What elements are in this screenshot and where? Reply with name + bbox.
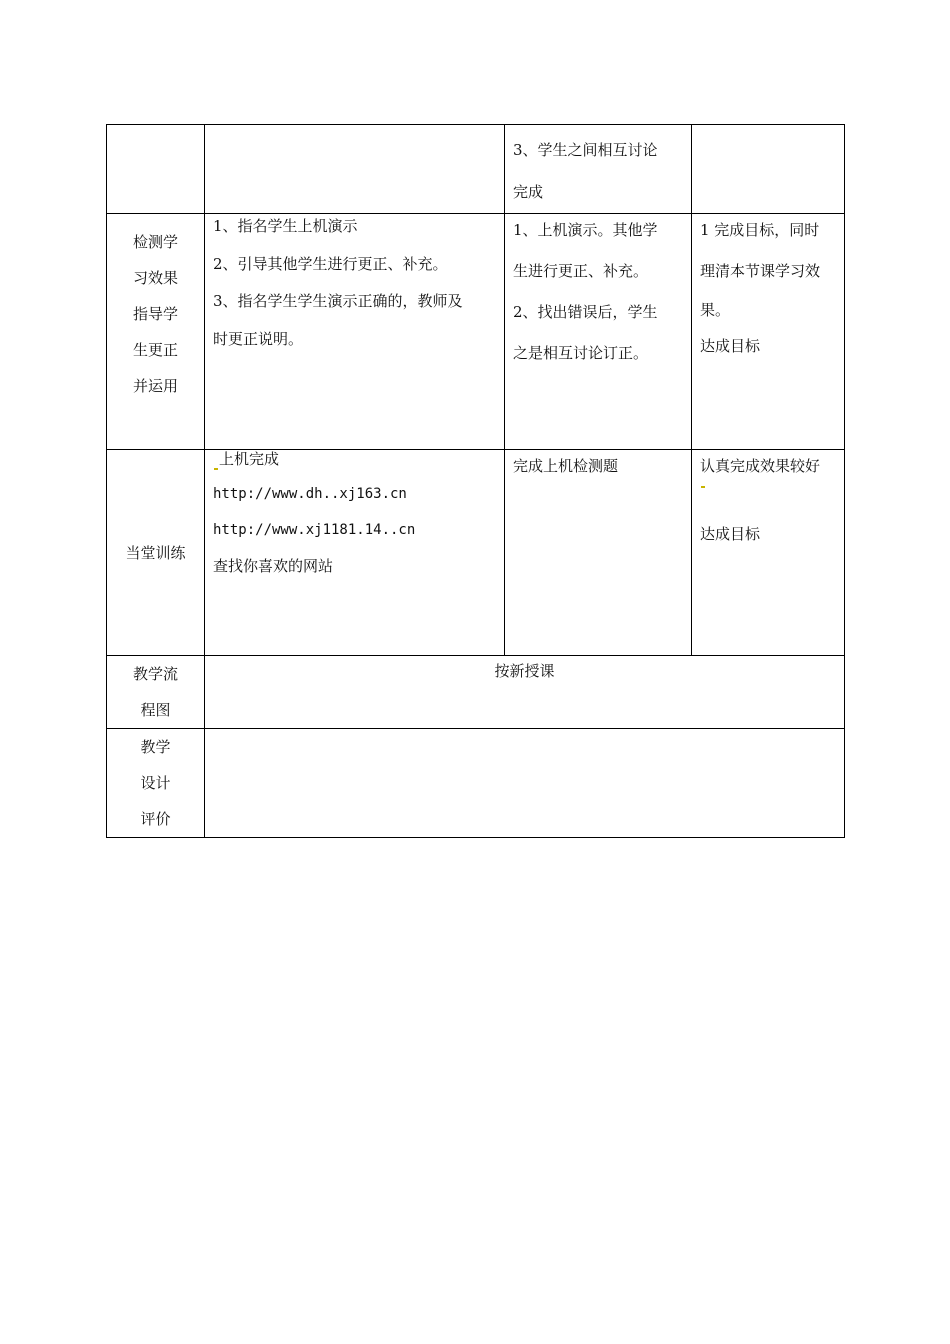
row4-label-cell	[107, 656, 205, 729]
row5-content-cell	[205, 729, 845, 838]
row2-student-line-4: 之是相互讨论订正。	[513, 344, 649, 362]
row3-teacher-cell	[205, 450, 505, 656]
row2-student-cell	[505, 214, 692, 450]
row1-label-cell	[107, 125, 205, 214]
row4-label-line-2: 程图	[140, 701, 171, 719]
highlight-mark	[214, 468, 218, 470]
row5-label-line-1: 教学	[140, 738, 171, 756]
highlight-mark	[701, 486, 705, 488]
row2-intent-cell	[692, 214, 845, 450]
table-row	[107, 125, 845, 214]
row3-teacher-line-4: 查找你喜欢的网站	[213, 557, 334, 575]
row3-student-cell	[505, 450, 692, 656]
row3-intent-marker	[700, 478, 836, 488]
row2-teacher-line-1: 1、指名学生上机演示	[213, 217, 358, 235]
row2-label-line-1: 检测学	[132, 232, 178, 251]
table-row	[107, 214, 845, 450]
row4-content-cell	[205, 656, 845, 729]
row2-intent-line-1: 1 完成目标，同时	[700, 221, 820, 239]
lesson-plan-table	[106, 124, 845, 838]
row2-label-line-3: 指导学	[132, 304, 178, 323]
row3-intent-line-1: 认真完成效果较好	[700, 457, 821, 475]
row2-intent-line-4: 达成目标	[700, 337, 761, 355]
row2-label-cell	[107, 214, 205, 450]
row2-label-line-2: 习效果	[132, 268, 178, 287]
row3-teacher-text-1: 上机完成	[219, 450, 280, 468]
row2-teacher-cell	[205, 214, 505, 450]
row1-student-line-2: 完成	[513, 183, 544, 201]
row3-intent-cell	[692, 450, 845, 656]
row3-student: 完成上机检测题	[513, 457, 619, 475]
row2-label-line-5: 并运用	[132, 376, 178, 395]
row2-label-line-4: 生更正	[132, 340, 178, 359]
row3-link-2: http://www.xj1181.14..cn	[213, 522, 416, 538]
row2-intent-line-2: 理清本节课学习效	[700, 262, 821, 280]
row3-label: 当堂训练	[125, 544, 186, 562]
row1-student-cell	[505, 125, 692, 214]
row4-content: 按新授课	[494, 662, 555, 680]
row5-label-cell	[107, 729, 205, 838]
row3-label-cell	[107, 450, 205, 656]
table-row	[107, 729, 845, 838]
row5-label-line-2: 设计	[140, 774, 171, 792]
row2-teacher-line-4: 时更正说明。	[213, 329, 304, 348]
row4-label-line-1: 教学流	[132, 665, 178, 683]
table-row	[107, 656, 845, 729]
row2-teacher-line-3: 3、指名学生学生演示正确的，教师及	[213, 292, 463, 310]
row3-intent-line-2: 达成目标	[700, 525, 761, 543]
row1-student-line-1: 3、学生之间相互讨论	[513, 141, 658, 159]
row2-student-line-1: 1、上机演示。其他学	[513, 221, 658, 239]
row2-intent-line-3: 果。	[700, 301, 731, 319]
row2-teacher-line-2: 2、引导其他学生进行更正、补充。	[213, 254, 448, 273]
row3-link-1: http://www.dh..xj163.cn	[213, 486, 407, 502]
row2-student-line-2: 生进行更正、补充。	[513, 262, 649, 280]
row1-teacher-cell	[205, 125, 505, 214]
row3-teacher-line-1	[213, 450, 496, 471]
row1-intent-cell	[692, 125, 845, 214]
row5-label-line-3: 评价	[140, 810, 171, 828]
row2-student-line-3: 2、找出错误后，学生	[513, 303, 658, 321]
table-row	[107, 450, 845, 656]
